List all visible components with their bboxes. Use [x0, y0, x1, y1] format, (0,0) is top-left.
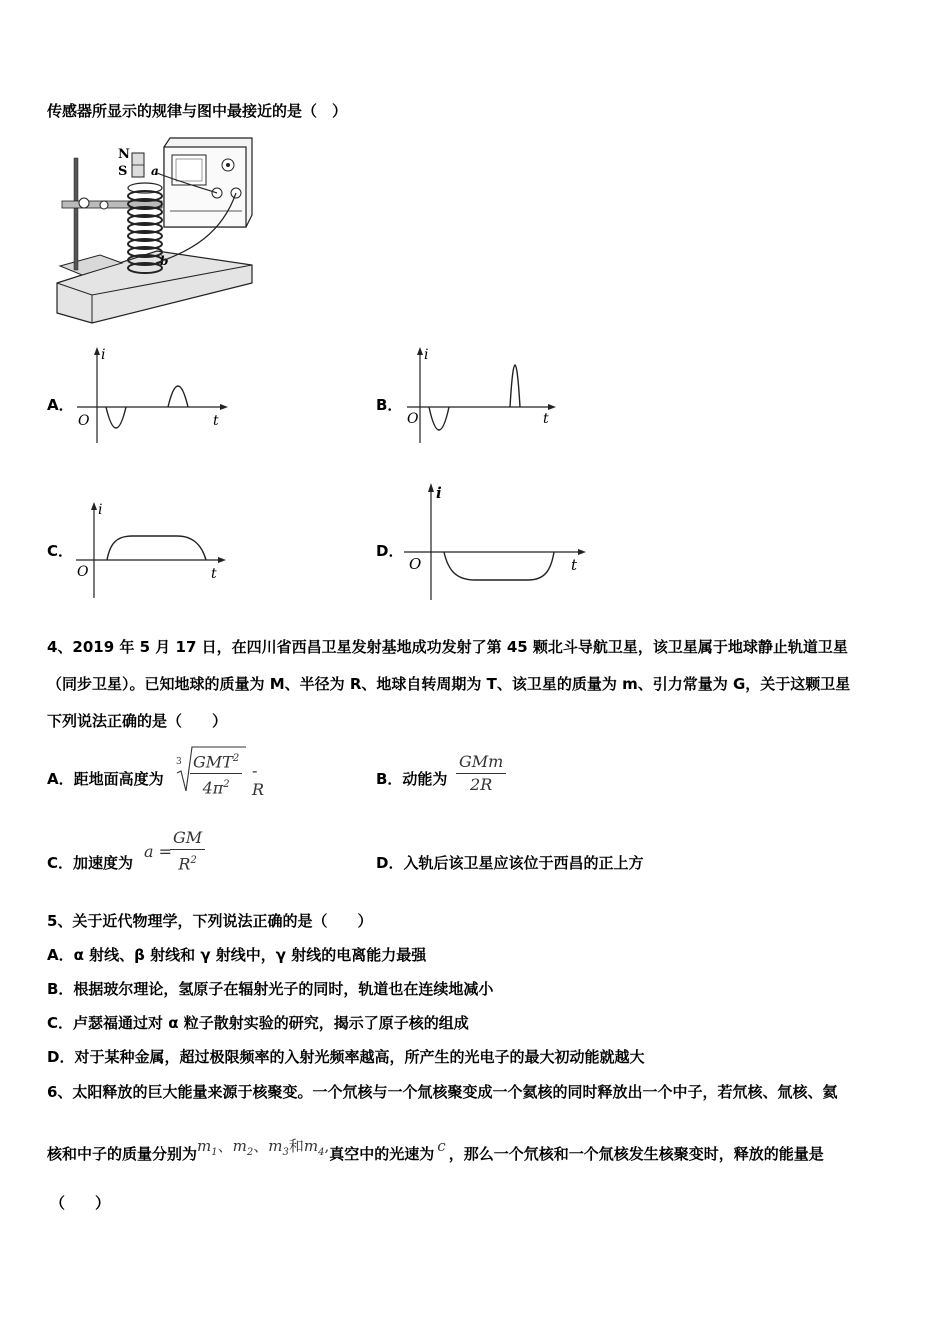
mass-m4: m: [303, 1137, 319, 1155]
axis-t-label: t: [213, 413, 219, 429]
q3-graph-d: [400, 480, 592, 602]
q4-c-fraction: [170, 828, 205, 874]
comma: ,: [324, 1137, 330, 1155]
origin-label: O: [409, 555, 422, 573]
axis-t-label: t: [543, 411, 549, 427]
label-n: N: [118, 147, 130, 162]
q4-option-c: [47, 853, 133, 873]
and-word: 和: [288, 1137, 304, 1155]
q4-line-1: 4、2019 年 5 月 17 日，在四川省西昌卫星发射基地成功发射了第 45 颗北斗导航卫星，该卫星属于地球静止轨道卫星: [47, 638, 848, 656]
q4-option-b: [376, 769, 447, 789]
q4-option-d: D．入轨后该卫星应该位于西昌的正上方: [376, 854, 644, 872]
q3-option-b-label: B．: [376, 396, 403, 414]
q5-option-a: A．α 射线、β 射线和 γ 射线中，γ 射线的电离能力最强: [47, 946, 427, 964]
fraction-numerator: GMm: [456, 752, 506, 774]
q5-option-b: B．根据玻尔理论，氢原子在辐射光子的同时，轨道也在连续地减小: [47, 980, 494, 998]
axis-i-label: i: [101, 347, 106, 363]
q6-answer-blank: （ ）: [50, 1194, 111, 1212]
q3-option-d-label: D．: [376, 542, 404, 560]
origin-label: O: [77, 564, 89, 580]
fraction-denominator: 2R: [470, 775, 493, 794]
q6-line2-prefix: 核和中子的质量分别为: [47, 1145, 198, 1163]
q4-option-a-label: A．距地面高度为: [47, 770, 164, 788]
q4-line-2: （同步卫星）。已知地球的质量为 M、半径为 R、地球自转周期为 T、该卫星的质量为 m、引力常量为 G，关于这颗卫星: [47, 675, 851, 693]
separator: 、: [253, 1137, 269, 1155]
minus-r: - R: [252, 761, 265, 799]
light-speed-symbol: c: [437, 1137, 446, 1155]
q3-graph-a: [72, 345, 232, 445]
denominator-exponent: 2: [190, 855, 197, 866]
q6-line-2: [47, 1137, 824, 1171]
mass-m4-subscript: 4: [318, 1147, 325, 1158]
axis-i-label: i: [436, 484, 442, 502]
sensor-box: [164, 138, 252, 227]
fraction-numerator: GM: [170, 828, 205, 850]
q3-option-c-label: C．: [47, 542, 74, 560]
q3-stem: 传感器所显示的规律与图中最接近的是（ ）: [47, 102, 348, 120]
label-a: a: [151, 164, 159, 178]
fraction-denominator: 4π: [202, 778, 224, 798]
label-b: b: [160, 254, 169, 268]
q6-line2-suffix: ，那么一个氘核和一个氚核发生核聚变时，释放的能量是: [448, 1145, 824, 1163]
root-index: 3: [176, 757, 182, 767]
separator: 、: [217, 1137, 233, 1155]
axis-i-label: i: [424, 347, 429, 363]
q6-line2-middle: 真空中的光速为: [329, 1145, 435, 1163]
axis-i-label: i: [98, 502, 103, 518]
q5-option-d: D．对于某种金属，超过极限频率的入射光频率越高，所产生的光电子的最大初动能就越大: [47, 1048, 645, 1066]
denominator-exponent: 2: [223, 779, 230, 791]
mass-m2-subscript: 2: [246, 1147, 254, 1158]
q3-graph-c: [72, 500, 232, 600]
q5-stem: 5、关于近代物理学，下列说法正确的是（ ）: [47, 912, 373, 930]
mass-list: [197, 1137, 330, 1158]
q4-option-b-label: B．动能为: [376, 770, 448, 788]
q4-option-c-label: C．加速度为: [47, 854, 134, 872]
mass-m3-subscript: 3: [282, 1147, 289, 1158]
apparatus-figure: [52, 133, 257, 325]
q4-option-a: [47, 769, 164, 789]
numerator-exponent: 2: [232, 753, 240, 764]
mass-m2: m: [232, 1137, 247, 1155]
axis-t-label: t: [211, 566, 217, 582]
q6-line-1: 6、太阳释放的巨大能量来源于核聚变。一个氘核与一个氚核聚变成一个氦核的同时释放出一个中子，若氘核、氚核、氦: [47, 1083, 838, 1101]
q3-option-a-label: A．: [47, 396, 74, 414]
q3-graph-b: [402, 345, 562, 445]
fraction-denominator: R: [178, 854, 191, 874]
mass-m3: m: [268, 1137, 283, 1155]
fraction-numerator: GMT: [193, 752, 233, 772]
q4-a-fraction: [190, 749, 242, 799]
origin-label: O: [407, 411, 419, 427]
mass-m1-subscript: 1: [211, 1147, 218, 1158]
q5-option-c: C．卢瑟福通过对 α 粒子散射实验的研究，揭示了原子核的组成: [47, 1014, 469, 1032]
mass-m1: m: [197, 1137, 212, 1155]
q4-line-3: 下列说法正确的是（ ）: [47, 712, 228, 730]
axis-t-label: t: [571, 556, 578, 574]
label-s: S: [118, 164, 128, 179]
origin-label: O: [78, 413, 90, 429]
q4-b-fraction: [456, 752, 506, 795]
acceleration-lhs: a =: [144, 842, 173, 861]
